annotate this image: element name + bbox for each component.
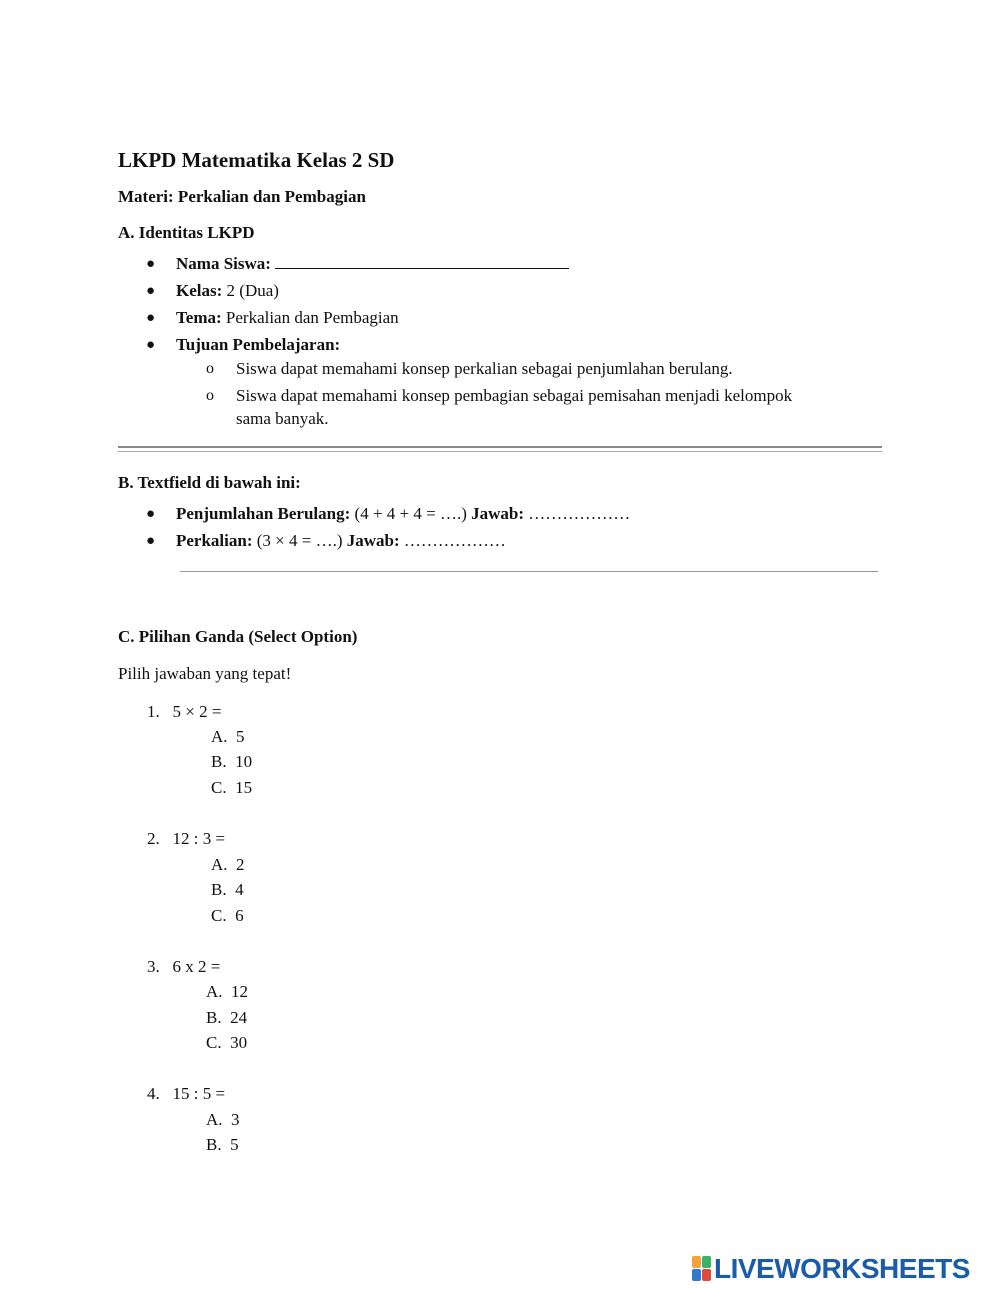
question-2 [147,829,225,849]
question-3 [147,957,220,977]
circle-bullet-icon: o [206,387,214,404]
question-number: 3. [147,957,160,976]
jawab-label: Jawab: [346,531,400,550]
instruction-text: Pilih jawaban yang tepat! [118,664,292,683]
tujuan-item-2-line1: Siswa dapat memahami konsep pembagian sebagai pemisahan menjadi kelompok [236,386,793,405]
question-text: 15 : 5 = [172,1084,226,1103]
option-value: 30 [230,1033,248,1052]
option-letter: B. [211,752,227,771]
question-text: 12 : 3 = [172,829,226,848]
option-a[interactable] [211,855,245,875]
question-text: 6 x 2 = [172,957,221,976]
blocks-icon [692,1256,712,1282]
option-c[interactable] [211,778,252,798]
option-c[interactable] [211,906,244,926]
tema-label: Tema: [176,308,222,327]
option-value: 2 [236,855,245,874]
perkalian-answer-field[interactable]: ……………… [399,531,506,550]
question-number: 1. [147,702,160,721]
penjumlahan-row [176,504,630,524]
tujuan-label: Tujuan Pembelajaran: [176,335,341,354]
option-letter: A. [206,1110,223,1129]
perkalian-expression: (3 × 4 = ….) [252,531,347,550]
option-b[interactable] [206,1008,247,1028]
nama-siswa-row [176,254,569,274]
penjumlahan-answer-field[interactable]: ……………… [524,504,631,523]
question-number: 2. [147,829,160,848]
option-value: 3 [231,1110,240,1129]
option-c[interactable] [206,1033,247,1053]
section-c-heading: C. Pilihan Ganda (Select Option) [118,627,358,646]
option-letter: A. [211,855,228,874]
question-number: 4. [147,1084,160,1103]
kelas-label: Kelas: [176,281,223,300]
option-letter: C. [211,906,227,925]
kelas-row [176,281,279,301]
page-title: LKPD Matematika Kelas 2 SD [118,148,395,172]
question-4 [147,1084,225,1104]
tema-value: Perkalian dan Pembagian [221,308,399,327]
option-b[interactable] [211,752,252,772]
materi-subtitle: Materi: Perkalian dan Pembagian [118,187,366,206]
penjumlahan-label: Penjumlahan Berulang: [176,504,351,523]
kelas-value: 2 (Dua) [222,281,279,300]
option-value: 5 [236,727,245,746]
bullet-icon: ● [146,256,156,272]
section-divider [180,571,878,572]
tujuan-item-2-line2: sama banyak. [236,409,329,428]
nama-siswa-input[interactable] [275,254,569,269]
perkalian-label: Perkalian: [176,531,253,550]
option-value: 15 [235,778,253,797]
section-b-heading: B. Textfield di bawah ini: [118,473,301,492]
bullet-icon: ● [146,283,156,299]
perkalian-row [176,531,506,551]
tema-row [176,308,399,328]
option-letter: A. [211,727,228,746]
question-1 [147,702,221,722]
logo-text: LIVEWORKSHEETS [714,1253,970,1284]
option-a[interactable] [206,982,248,1002]
tujuan-item-1: Siswa dapat memahami konsep perkalian sebagai penjumlahan berulang. [236,359,733,378]
option-value: 5 [230,1135,239,1154]
option-value: 6 [235,906,244,925]
nama-siswa-label: Nama Siswa: [176,254,271,273]
option-value: 24 [230,1008,248,1027]
bullet-icon: ● [146,310,156,326]
bullet-icon: ● [146,533,156,549]
question-text: 5 × 2 = [172,702,222,721]
section-divider [118,446,882,452]
option-b[interactable] [206,1135,239,1155]
option-value: 10 [235,752,253,771]
option-letter: B. [206,1135,222,1154]
option-b[interactable] [211,880,244,900]
option-value: 4 [235,880,244,899]
option-a[interactable] [206,1110,240,1130]
penjumlahan-expression: (4 + 4 + 4 = ….) [350,504,472,523]
liveworksheets-logo [692,1253,970,1285]
option-letter: A. [206,982,223,1001]
jawab-label: Jawab: [471,504,525,523]
option-letter: B. [211,880,227,899]
bullet-icon: ● [146,337,156,353]
section-a-heading: A. Identitas LKPD [118,223,255,242]
option-a[interactable] [211,727,245,747]
option-value: 12 [231,982,249,1001]
bullet-icon: ● [146,506,156,522]
option-letter: C. [206,1033,222,1052]
circle-bullet-icon: o [206,360,214,377]
option-letter: B. [206,1008,222,1027]
option-letter: C. [211,778,227,797]
tujuan-row [176,335,340,355]
